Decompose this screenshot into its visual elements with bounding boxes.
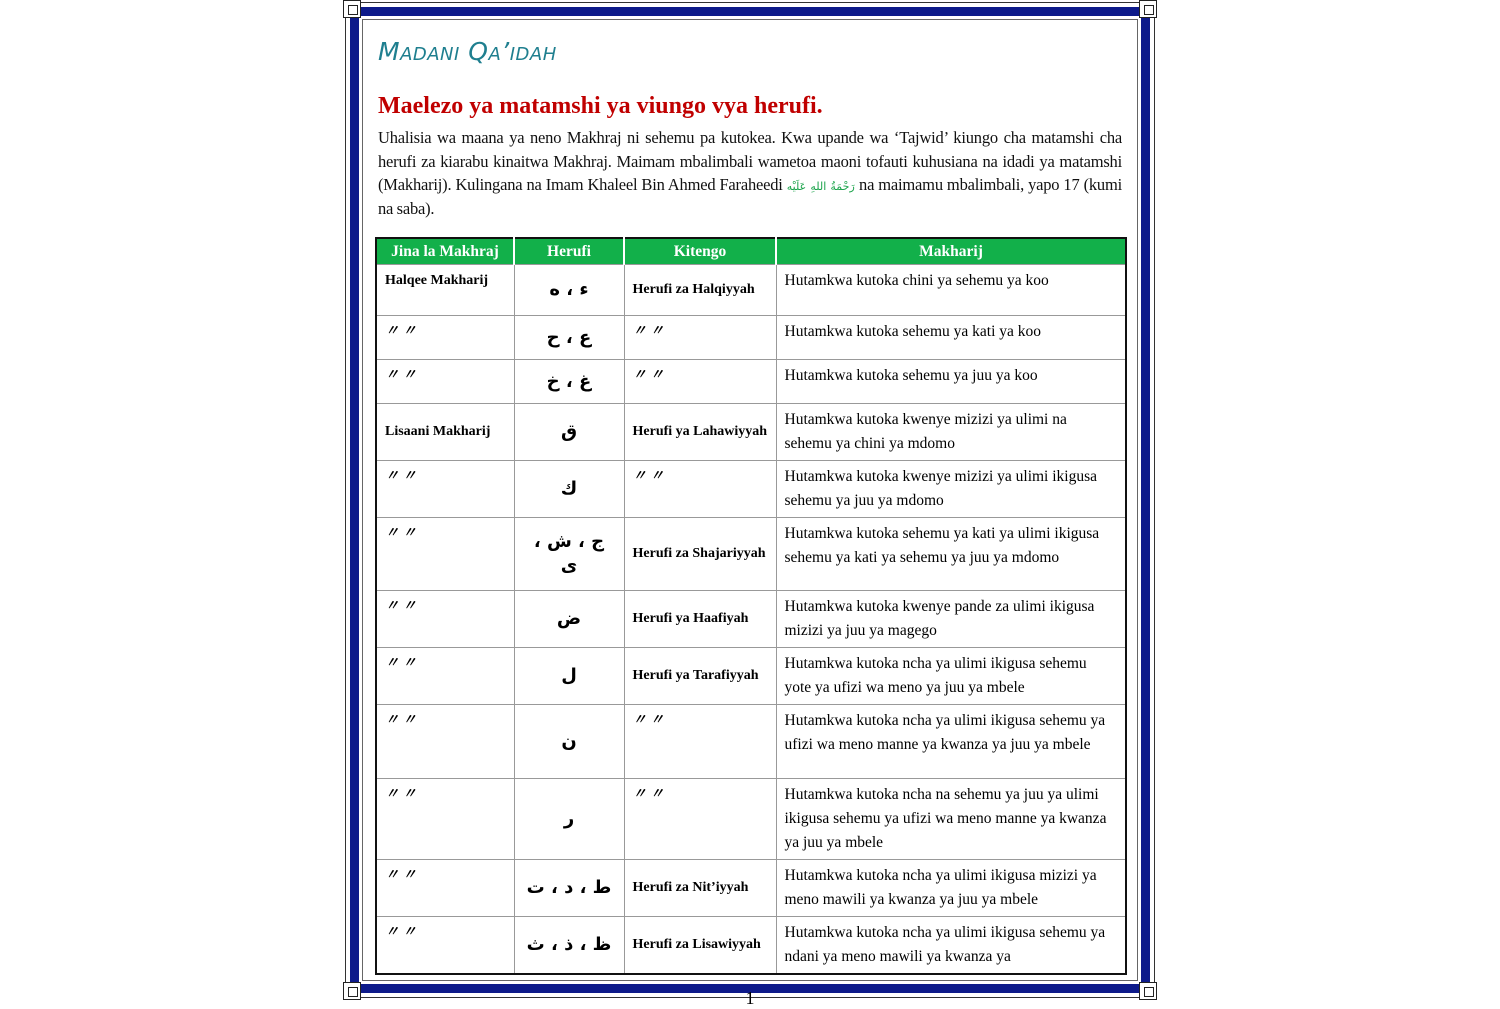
corner-ornament [343, 982, 361, 1000]
corner-ornament [343, 0, 361, 18]
cell-desc: Hutamkwa kutoka ncha ya ulimi ikigusa mizizi ya meno mawili ya kwanza ya juu ya mbele [776, 860, 1126, 917]
cell-desc: Hutamkwa kutoka ncha ya ulimi ikigusa sehemu ya ndani ya meno mawili ya kwanza ya [776, 917, 1126, 975]
corner-ornament [1139, 0, 1157, 18]
table-row [376, 705, 1126, 779]
cell-letters: ل [514, 648, 624, 705]
cell-letters: ر [514, 779, 624, 860]
cell-category: Herufi za Shajariyyah [624, 518, 776, 591]
cell-desc: Hutamkwa kutoka sehemu ya kati ya koo [776, 316, 1126, 360]
table-row [376, 648, 1126, 705]
cell-name: 〃 〃 [376, 648, 514, 705]
table-header-row [376, 238, 1126, 265]
corner-ornament [1139, 982, 1157, 1000]
intro-paragraph [378, 126, 1122, 220]
cell-name: 〃 〃 [376, 917, 514, 975]
cell-category: Herufi ya Tarafiyyah [624, 648, 776, 705]
table-row [376, 917, 1126, 975]
column-header: Kitengo [624, 238, 776, 265]
cell-desc: Hutamkwa kutoka ncha ya ulimi ikigusa sehemu yote ya ufizi wa meno ya juu ya mbele [776, 648, 1126, 705]
cell-name: 〃 〃 [376, 860, 514, 917]
cell-name: 〃 〃 [376, 461, 514, 518]
cell-letters: ع ، ح [514, 316, 624, 360]
cell-category: Herufi ya Haafiyah [624, 591, 776, 648]
table-row [376, 404, 1126, 461]
cell-desc: Hutamkwa kutoka kwenye pande za ulimi ikigusa mizizi ya juu ya magego [776, 591, 1126, 648]
cell-name: 〃 〃 [376, 360, 514, 404]
cell-category: 〃 〃 [624, 705, 776, 779]
cell-letters: ط ، د ، ت [514, 860, 624, 917]
honorific-arabic: رَحْمَةُ اللهِ عَلَيْه [786, 180, 855, 193]
cell-category: 〃 〃 [624, 779, 776, 860]
cell-name: 〃 〃 [376, 705, 514, 779]
cell-letters: ق [514, 404, 624, 461]
column-header: Jina la Makhraj [376, 238, 514, 265]
cell-name: 〃 〃 [376, 779, 514, 860]
cell-name: 〃 〃 [376, 518, 514, 591]
cell-category: Herufi za Nit’iyyah [624, 860, 776, 917]
cell-desc: Hutamkwa kutoka ncha na sehemu ya juu ya ulimi ikigusa sehemu ya ufizi wa meno manne ya kwanza ya juu ya mbele [776, 779, 1126, 860]
page-number: 1 [745, 988, 755, 1008]
cell-category: Herufi za Lisawiyyah [624, 917, 776, 975]
column-header: Makharij [776, 238, 1126, 265]
table-row [376, 591, 1126, 648]
cell-desc: Hutamkwa kutoka ncha ya ulimi ikigusa sehemu ya ufizi wa meno manne ya kwanza ya juu ya mbele [776, 705, 1126, 779]
cell-desc: Hutamkwa kutoka kwenye mizizi ya ulimi ikigusa sehemu ya juu ya mdomo [776, 461, 1126, 518]
cell-category: 〃 〃 [624, 360, 776, 404]
cell-category: Herufi ya Lahawiyyah [624, 404, 776, 461]
cell-category: 〃 〃 [624, 461, 776, 518]
section-heading: Maelezo ya matamshi ya viungo vya herufi. [378, 93, 823, 119]
brand-title: Madani Qa’idah [378, 37, 557, 66]
table-row [376, 360, 1126, 404]
table-row [376, 265, 1126, 316]
column-header: Herufi [514, 238, 624, 265]
cell-desc: Hutamkwa kutoka sehemu ya kati ya ulimi ikigusa sehemu ya kati ya sehemu ya juu ya mdomo [776, 518, 1126, 591]
cell-desc: Hutamkwa kutoka chini ya sehemu ya koo [776, 265, 1126, 316]
cell-desc: Hutamkwa kutoka kwenye mizizi ya ulimi na sehemu ya chini ya mdomo [776, 404, 1126, 461]
cell-desc: Hutamkwa kutoka sehemu ya juu ya koo [776, 360, 1126, 404]
cell-letters: ن [514, 705, 624, 779]
cell-letters: غ ، خ [514, 360, 624, 404]
cell-letters: ظ ، ذ ، ث [514, 917, 624, 975]
paragraph-text: na maimamu mbalimbali, yapo 17 (kumi na saba). [378, 175, 1122, 218]
table-row [376, 316, 1126, 360]
cell-letters: ك [514, 461, 624, 518]
cell-name: 〃 〃 [376, 591, 514, 648]
paragraph-text: Uhalisia wa maana ya neno Makhraj ni sehemu pa kutokea. Kwa upande wa ‘Tajwid’ kiungo cha matamshi cha herufi za kiarabu kinaitwa Makhraj. Maimam mbalimbali wametoa maoni tofauti kuhusiana na idadi ya matamshi (Makharij). Kulingana na Imam Khaleel Bin Ahmed Faraheedi [378, 128, 1122, 194]
cell-letters: ض [514, 591, 624, 648]
cell-letters: ء ، ه [514, 265, 624, 316]
cell-name: 〃 〃 [376, 316, 514, 360]
table-row [376, 518, 1126, 591]
cell-name: Halqee Makharij [376, 265, 514, 316]
cell-category: Herufi za Halqiyyah [624, 265, 776, 316]
table-row [376, 779, 1126, 860]
table-row [376, 860, 1126, 917]
makharij-table [375, 237, 1127, 975]
cell-name: Lisaani Makharij [376, 404, 514, 461]
cell-letters: ج ، ش ، ى [514, 518, 624, 591]
cell-category: 〃 〃 [624, 316, 776, 360]
table-row [376, 461, 1126, 518]
page-content [378, 92, 1122, 1009]
